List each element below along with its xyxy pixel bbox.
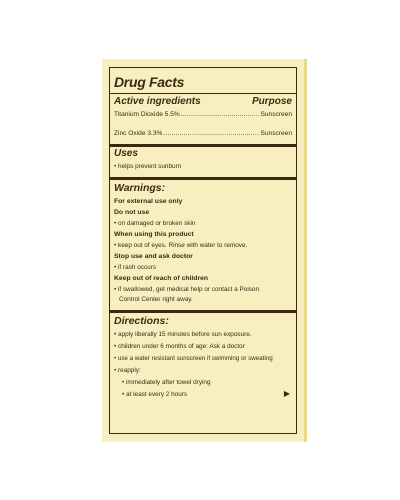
drug-facts-title: Drug Facts <box>114 74 185 90</box>
directions-heading: Directions: <box>114 315 169 327</box>
leader-dots <box>163 130 259 137</box>
directions-item: • apply liberally 15 minutes before sun exposure. <box>114 331 252 338</box>
keep-out-item-line1: • if swallowed, get medical help or contact a Poison <box>114 286 260 293</box>
directions-subitem: • at least every 2 hours <box>122 391 188 398</box>
stop-use-heading: Stop use and ask doctor <box>114 253 193 260</box>
panel-edge-shadow <box>304 59 307 442</box>
section-divider <box>110 177 296 180</box>
ingredient-row <box>114 111 292 118</box>
external-use-text: For external use only <box>114 198 183 205</box>
purpose-heading: Purpose <box>251 96 292 107</box>
directions-subitem: • immediately after towel drying <box>122 379 211 386</box>
active-ingredients-heading: Active ingredients <box>114 96 201 107</box>
ingredient-name: Zinc Oxide 3.3% <box>114 130 163 137</box>
directions-item: • reapply: <box>114 367 141 374</box>
stop-use-item: • if rash occurs <box>114 264 157 271</box>
title-divider <box>110 93 296 94</box>
when-using-heading: When using this product <box>114 231 194 238</box>
uses-item: • helps prevent sunburn <box>114 163 182 170</box>
do-not-use-item: • on damaged or broken skin <box>114 220 196 227</box>
directions-item: • use a water resistant sunscreen if swimming or sweating <box>114 355 273 362</box>
ingredient-purpose: Sunscreen <box>260 130 292 137</box>
when-using-item: • keep out of eyes. Rinse with water to remove. <box>114 242 248 249</box>
ingredient-row <box>114 130 292 137</box>
drug-facts-box <box>109 67 297 434</box>
ingredient-purpose: Sunscreen <box>260 111 292 118</box>
keep-out-heading: Keep out of reach of children <box>114 275 209 282</box>
leader-dots <box>181 111 260 118</box>
drug-facts-panel <box>102 59 304 442</box>
section-divider <box>110 144 296 147</box>
uses-heading: Uses <box>114 148 138 159</box>
do-not-use-heading: Do not use <box>114 209 150 216</box>
continue-arrow-icon: ▶ <box>283 389 290 398</box>
warnings-heading: Warnings: <box>114 182 166 194</box>
ingredient-name: Titanium Dioxide 5.5% <box>114 111 180 118</box>
directions-item: • children under 6 months of age: Ask a doctor <box>114 343 245 350</box>
keep-out-item-line2: Control Center right away. <box>119 296 193 303</box>
section-divider <box>110 310 296 313</box>
